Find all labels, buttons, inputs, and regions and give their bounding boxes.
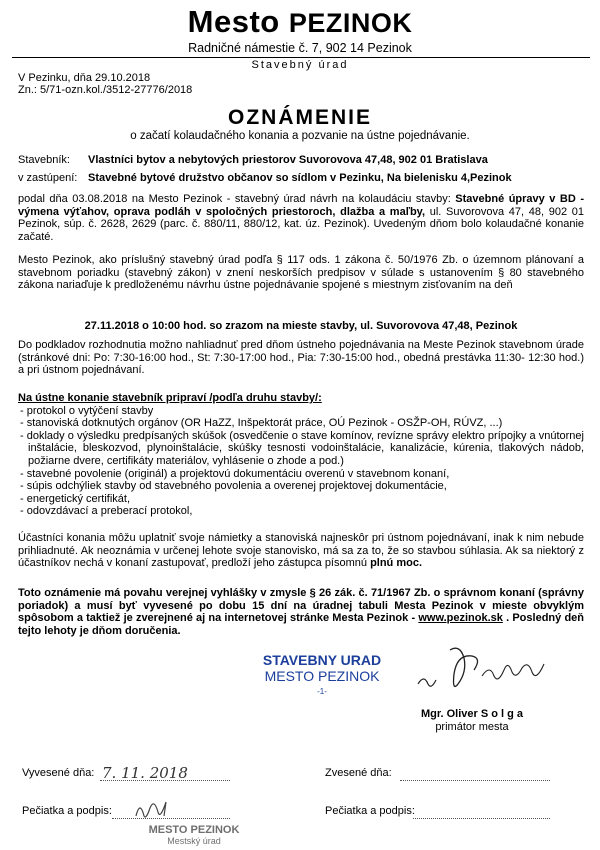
parties-block bbox=[18, 154, 584, 184]
office-stamp: STAVEBNY URAD MESTO PEZINOK -1- bbox=[262, 652, 382, 696]
prepare-list bbox=[18, 405, 584, 518]
removed-dotted-line bbox=[400, 780, 550, 781]
list-item: - energetický certifikát, bbox=[20, 492, 131, 505]
handwritten-initials bbox=[132, 796, 182, 820]
signatory bbox=[392, 708, 552, 734]
list-item: - doklady o výsledku predpísaných skúšok (osvedčenie o stave komínov, revízne správy elektro prípojky a vnútornej inštalácie, bleskozvod, plynoinštalácie, skúšky tesnosti vodoinštalácie, kanalizácie, kúrenia, tlakových nádob, požiarne dvere, certifikáty materiálov, vyhlásenie o zhode a pod.) bbox=[20, 429, 584, 467]
prepare-section bbox=[18, 392, 584, 518]
list-item: - protokol o vytýčení stavby bbox=[20, 404, 154, 417]
signatory-role: primátor mesta bbox=[435, 721, 509, 733]
hearing-date: 27.11.2018 o 10:00 hod. so zrazom na mieste stavby, ul. Suvorovova 47,48, Pezinok bbox=[84, 320, 518, 332]
header-divider bbox=[12, 57, 590, 58]
prepare-title: Na ústne konanie stavebník pripraví /podľa druhu stavby/: bbox=[18, 392, 322, 404]
place-date: V Pezinku, dňa 29.10.2018 bbox=[18, 72, 151, 84]
list-item: - odovzdávací a preberací protokol, bbox=[20, 505, 193, 518]
paragraph-application: podal dňa 03.08.2018 na Mesto Pezinok - stavebný úrad návrh na kolaudáciu stavby: Stavebné úpravy v BD - výmena výťahov, oprava podláh v spoločných priestoroch, dlažba a maľby, ul. Suvorovova 47, 48, 902 01 Pezinok, súp. č. 2628, 2629 (parc. č. 880/11, 880/12, kat. úz. Pezinok). Uvedeným dňom bolo kolaudačné konanie začaté. bbox=[18, 193, 585, 243]
paragraph-public-notice: Toto oznámenie má povahu verejnej vyhlášky v zmysle § 26 zák. č. 71/1967 Zb. o správnom konaní (správny poriadok) a musí byť vyvesené po dobu 15 dní na úradnej tabuli Mesta Pezinok v mieste obvyklým spôsobom a taktiež je zverejnené aj na internetovej stránke Mesta Pezinok - www.pezinok.sk . Posledný deň tejto lehoty je dňom doručenia. bbox=[18, 587, 585, 637]
website-link[interactable]: www.pezinok.sk bbox=[418, 612, 503, 625]
paragraph-objections: Účastníci konania môžu uplatniť svoje námietky a stanoviská najneskôr pri ústnom pojednávaní, inak k nim nebude prihliadnuté. Ak neoznámia v určenej lehote svoje stanovisko, má sa za to, že so stavbou súhlasia. Ak sa niektorý z účastníkov nechá v konaní zastupovať, predloží jeho zástupca písomnú plnú moc. bbox=[18, 532, 584, 570]
notice-subheading: o začatí kolaudačného konania a pozvanie na ústne pojednávanie. bbox=[130, 130, 470, 142]
posted-dotted-line bbox=[100, 780, 230, 781]
bottom-stamp: MESTO PEZINOK Mestský úrad bbox=[148, 824, 240, 846]
signatory-name: Mgr. Oliver S o l g a bbox=[420, 708, 524, 720]
paragraph-legal-basis: Mesto Pezinok, ako príslušný stavebný úrad podľa § 117 ods. 1 zákona č. 50/1976 Zb. o územnom plánovaní a stavebnom poriadku (stavebný zákon) v znení neskorších predpisov v súlade s ustanovením § 80 stavebného zákona nariaďuje k predloženému návrhu ústne pojednávanie spojené s miestnym zisťovaním na deň bbox=[18, 254, 584, 292]
builder-value: Vlastníci bytov a nebytových priestorov Suvorovova 47,48, 902 01 Bratislava bbox=[88, 154, 488, 166]
list-item: - stavebné povolenie (originál) a projektovú dokumentáciu overenú v stavebnom konaní, bbox=[20, 467, 450, 480]
stamp-sign-label-right: Pečiatka a podpis: bbox=[325, 805, 415, 817]
agent-row bbox=[18, 172, 584, 185]
paragraph-documents-access: Do podkladov rozhodnutia možno nahliadnuť pred dňom ústneho pojednávania na Meste Pezinok stavebnom úrade (stránkové dni: Po: 7:30-16:00 hod., St: 7:30-17:00 hod., Pia: 7:30-15:00 hod., obedná prestávka 11:30- 12:30 hod.) a pri ústnom pojednávaní. bbox=[18, 339, 584, 377]
posted-label: Vyvesené dňa: bbox=[22, 767, 95, 779]
city-title: Mesto PEZINOK bbox=[187, 4, 413, 39]
posted-date-handwritten: 7. 11. 2018 bbox=[102, 764, 188, 782]
city-address: Radničné námestie č. 7, 902 14 Pezinok bbox=[188, 41, 412, 55]
signature-graphic bbox=[410, 640, 560, 700]
stamp-sign-label-left: Pečiatka a podpis: bbox=[22, 805, 112, 817]
office-name: Stavebný úrad bbox=[251, 59, 349, 71]
stamp-sign-line-right bbox=[413, 818, 550, 819]
removed-label: Zvesené dňa: bbox=[325, 767, 392, 779]
builder-label: Stavebník: bbox=[18, 154, 70, 166]
notice-heading: OZNÁMENIE bbox=[228, 106, 372, 129]
list-item: - stanoviská dotknutých orgánov (OR HaZZ, Inšpektorát práce, OÚ Pezinok - OSŽP-OH, RÚVZ, ...) bbox=[20, 417, 503, 430]
builder-row bbox=[18, 154, 584, 167]
agent-value: Stavebné bytové družstvo občanov so sídlom v Pezinku, Na bielenisku 4,Pezinok bbox=[88, 171, 512, 184]
agent-label: v zastúpení: bbox=[18, 171, 78, 184]
reference-number: Zn.: 5/71-ozn.kol./3512-27776/2018 bbox=[18, 84, 193, 96]
list-item: - súpis odchýliek stavby od stavebného povolenia a overenej projektovej dokumentácie, bbox=[20, 480, 447, 493]
